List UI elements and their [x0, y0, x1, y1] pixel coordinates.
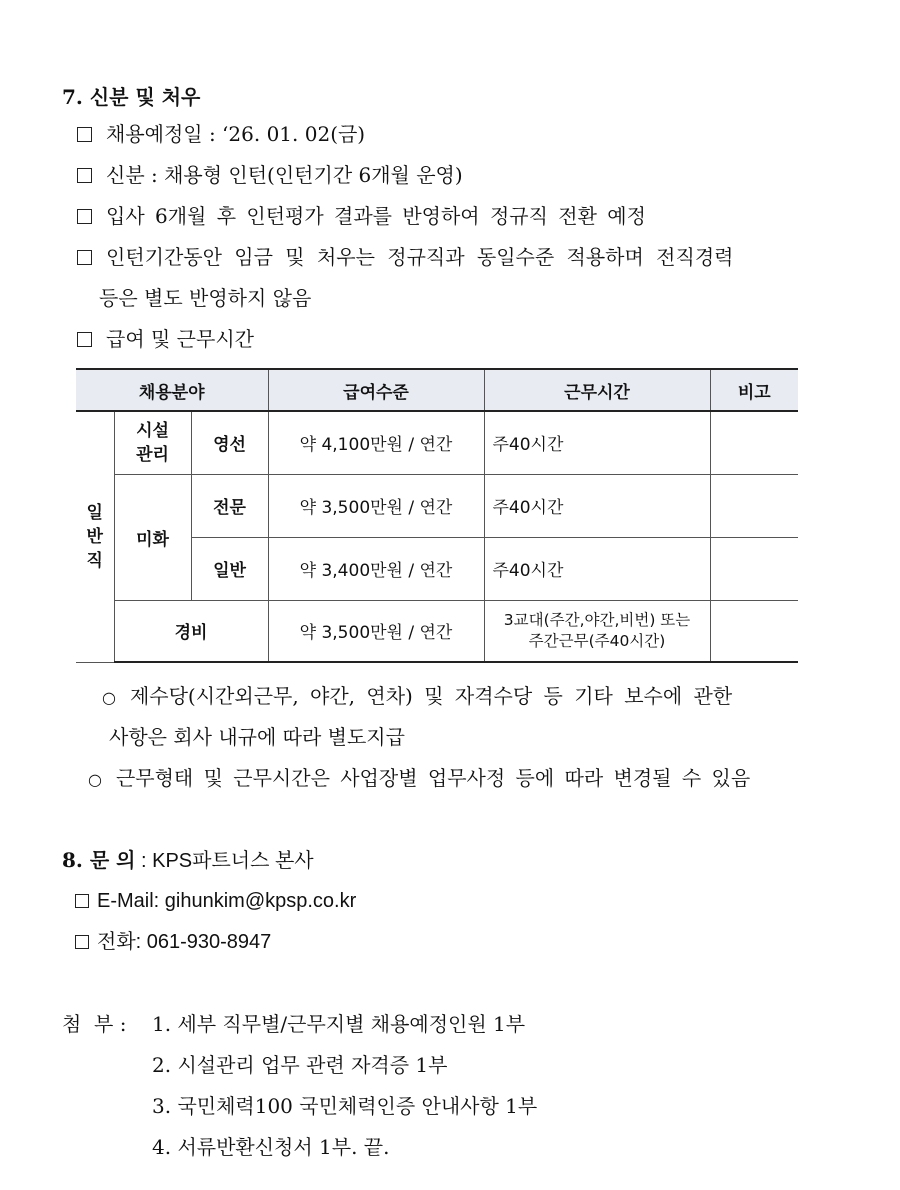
- note-worktype: [88, 765, 750, 793]
- item-salary: [77, 326, 254, 352]
- section-8: [62, 847, 314, 874]
- item-wage: [77, 244, 733, 270]
- checkbox-icon: [75, 935, 89, 949]
- contact-phone: [75, 929, 271, 955]
- note-cell: [710, 474, 798, 537]
- checkbox-icon: [77, 209, 92, 224]
- phone-text: 전화: 061-930-8947: [97, 931, 272, 953]
- hours-cell: 주40시간: [484, 411, 710, 474]
- item-text: 급여 및 근무시간: [106, 327, 254, 351]
- sub-cell: 경비: [114, 600, 268, 662]
- item-text: 채용예정일 : ‘26. 01. 02(금): [106, 122, 366, 146]
- pay-cell: 약 4,100만원 / 연간: [268, 411, 484, 474]
- hours-cell: 주40시간: [484, 474, 710, 537]
- note-text: 근무형태 및 근무시간은 사업장별 업무사정 등에 따라 변경될 수 있음: [115, 766, 751, 790]
- hours-line: 3교대(주간,야간,비번) 또는: [503, 610, 691, 629]
- item-start-date: [77, 121, 365, 147]
- attach-label: 첨 부 :: [62, 1012, 133, 1036]
- item-text: 인턴기간동안 임금 및 처우는 정규직과 동일수준 적용하며 전직경력: [106, 245, 734, 269]
- table-row: [76, 411, 798, 474]
- item-status: [77, 162, 463, 188]
- section-8-title: 8. 문 의: [62, 848, 136, 872]
- salary-table: [76, 368, 798, 663]
- facility-cell: 시설 관리: [114, 411, 191, 474]
- header-field: 채용분야: [76, 369, 268, 411]
- note-cell: [710, 600, 798, 662]
- hours-cell: [484, 600, 710, 662]
- checkbox-icon: [77, 127, 92, 142]
- note-cell: [710, 537, 798, 600]
- bullet-circle-icon: ○: [102, 688, 116, 707]
- bullet-circle-icon: ○: [88, 770, 102, 789]
- note-allowance-cont: 사항은 회사 내규에 따라 별도지급: [109, 725, 405, 749]
- checkbox-icon: [75, 894, 89, 908]
- header-note: 비고: [710, 369, 798, 411]
- attach-item: 3. 국민체력100 국민체력인증 안내사항 1부: [152, 1094, 538, 1118]
- group-cell: 일 반 직: [76, 411, 114, 662]
- hours-cell: 주40시간: [484, 537, 710, 600]
- pay-cell: 약 3,400만원 / 연간: [268, 537, 484, 600]
- attach-item: 4. 서류반환신청서 1부. 끝.: [152, 1135, 390, 1159]
- header-pay: 급여수준: [268, 369, 484, 411]
- note-text: 제수당(시간외근무, 야간, 연차) 및 자격수당 등 기타 보수에 관한: [129, 684, 733, 708]
- contact-email: [75, 888, 356, 914]
- sub-cell: 일반: [191, 537, 268, 600]
- note-allowance: [102, 683, 732, 711]
- item-wage-cont: 등은 별도 반영하지 않음: [99, 286, 312, 310]
- pay-cell: 약 3,500만원 / 연간: [268, 474, 484, 537]
- checkbox-icon: [77, 168, 92, 183]
- header-hours: 근무시간: [484, 369, 710, 411]
- checkbox-icon: [77, 332, 92, 347]
- sub-cell: 영선: [191, 411, 268, 474]
- hours-line: 주간근무(주40시간): [528, 631, 666, 650]
- contact-org: : KPS파트너스 본사: [135, 850, 314, 872]
- checkbox-icon: [77, 250, 92, 265]
- beauty-cell: 미화: [114, 474, 191, 600]
- table-row: [76, 600, 798, 662]
- table-row: [76, 474, 798, 537]
- note-cell: [710, 411, 798, 474]
- item-conversion: [77, 203, 646, 229]
- section-7-title: 7. 신분 및 처우: [62, 85, 201, 109]
- sub-cell: 전문: [191, 474, 268, 537]
- attach-item: 2. 시설관리 업무 관련 자격증 1부: [152, 1053, 448, 1077]
- item-text: 신분 : 채용형 인턴(인턴기간 6개월 운영): [106, 163, 463, 187]
- email-text: E-Mail: gihunkim@kpsp.co.kr: [97, 890, 357, 912]
- attach-item: 1. 세부 직무별/근무지별 채용예정인원 1부: [152, 1012, 526, 1036]
- table-header-row: [76, 369, 798, 411]
- item-text: 입사 6개월 후 인턴평가 결과를 반영하여 정규직 전환 예정: [106, 204, 646, 228]
- pay-cell: 약 3,500만원 / 연간: [268, 600, 484, 662]
